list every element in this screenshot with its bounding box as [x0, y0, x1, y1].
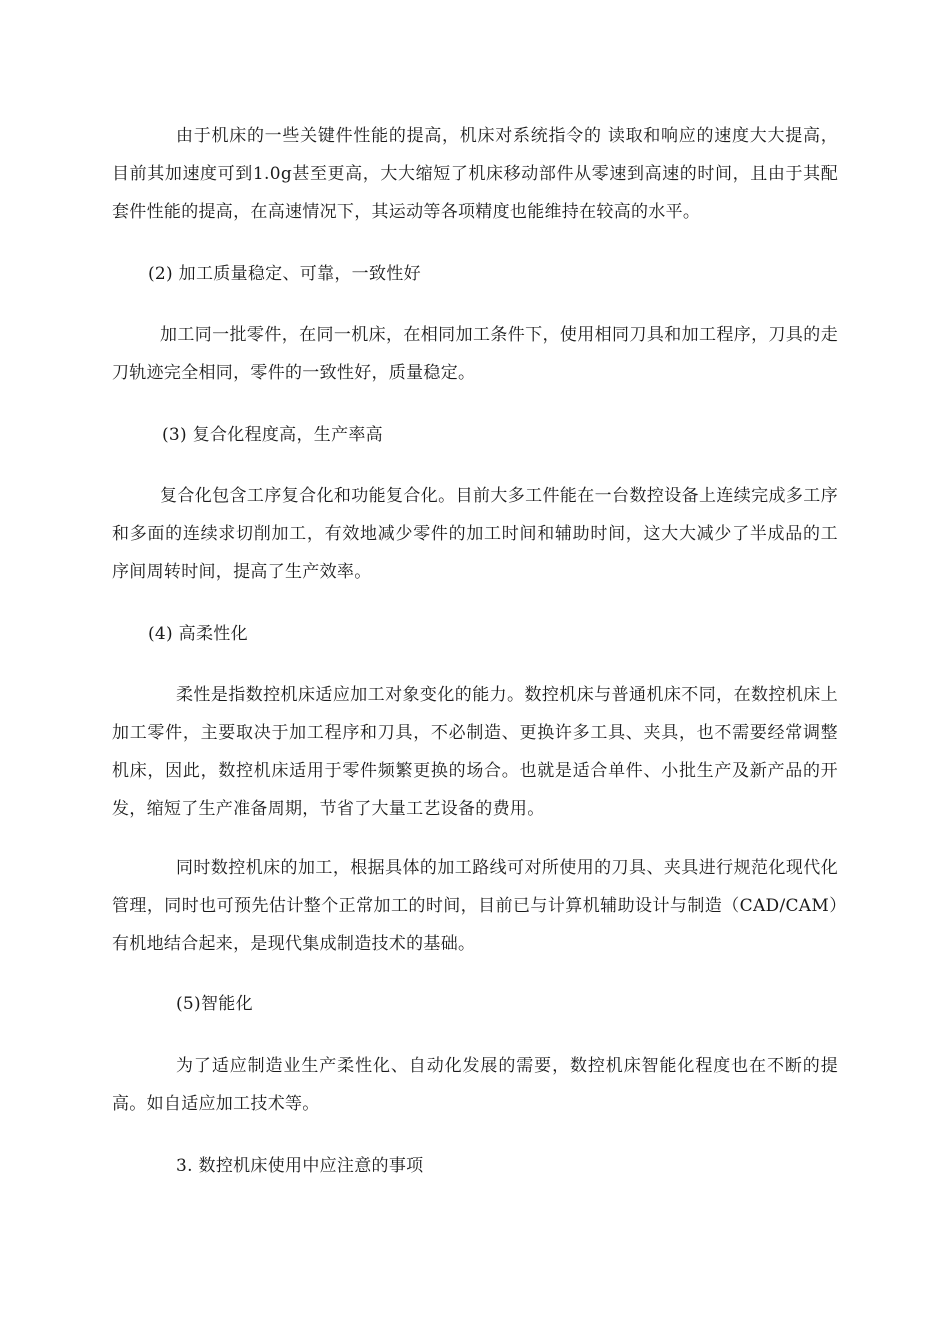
- heading-intelligence: (5)智能化: [176, 994, 253, 1014]
- paragraph-quality-stable: 加工同一批零件，在同一机床，在相同加工条件下，使用相同刀具和加工程序，刀具的走刀轨迹完全相同，零件的一致性好，质量稳定。: [112, 325, 838, 383]
- heading-usage-notes: 3. 数控机床使用中应注意的事项: [176, 1156, 424, 1176]
- paragraph-intelligence: 为了适应制造业生产柔性化、自动化发展的需要，数控机床智能化程度也在不断的提高。如自适应加工技术等。: [112, 1056, 838, 1114]
- paragraph-flexibility: 柔性是指数控机床适应加工对象变化的能力。数控机床与普通机床不同，在数控机床上加工零件，主要取决于加工程序和刀具，不必制造、更换许多工具、夹具，也不需要经常调整机床，因此，数控机床适用于零件频繁更换的场合。也就是适合单件、小批生产及新产品的开发，缩短了生产准备周期，节省了大量工艺设备的费用。: [112, 685, 838, 819]
- paragraph-high-speed: 由于机床的一些关键件性能的提高，机床对系统指令的 读取和响应的速度大大提高，目前其加速度可到1.0g甚至更高，大大缩短了机床移动部件从零速到高速的时间，且由于其配套件性能的提高，在高速情况下，其运动等各项精度也能维持在较高的水平。: [112, 126, 838, 222]
- heading-high-compound: (3) 复合化程度高，生产率高: [162, 425, 383, 445]
- heading-quality-stable: (2) 加工质量稳定、可靠，一致性好: [148, 264, 421, 284]
- paragraph-management: 同时数控机床的加工，根据具体的加工路线可对所使用的刀具、夹具进行规范化现代化管理，同时也可预先估计整个正常加工的时间，目前已与计算机辅助设计与制造（CAD/CAM）有机地结合起来，是现代集成制造技术的基础。: [112, 858, 838, 954]
- paragraph-high-compound: 复合化包含工序复合化和功能复合化。目前大多工件能在一台数控设备上连续完成多工序和多面的连续求切削加工，有效地减少零件的加工时间和辅助时间，这大大减少了半成品的工序间周转时间，提高了生产效率。: [112, 486, 838, 582]
- heading-high-flexibility: (4) 高柔性化: [148, 624, 248, 644]
